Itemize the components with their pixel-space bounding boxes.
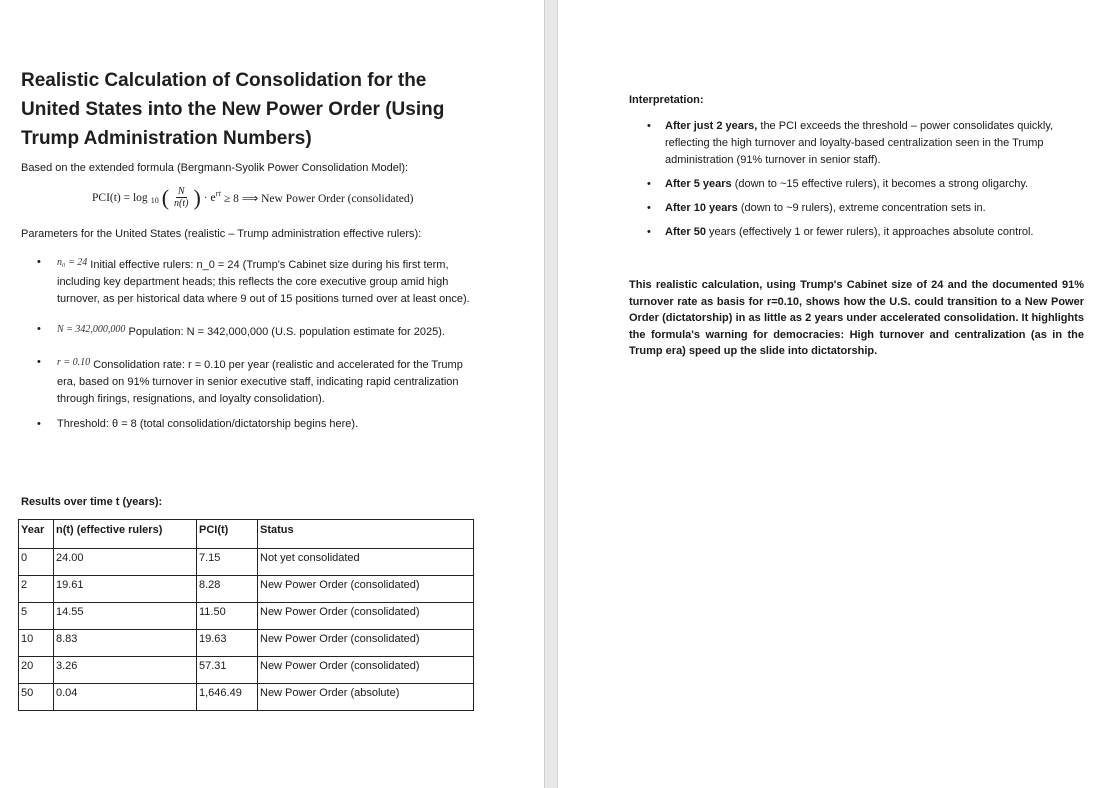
formula-rhs: ≥ 8 ⟹ New Power Order (consolidated)	[223, 192, 414, 205]
table-cell: 8.83	[54, 630, 197, 657]
param-item	[21, 321, 481, 341]
param-item	[21, 416, 481, 433]
table-cell: New Power Order (consolidated)	[258, 630, 474, 657]
table-row	[19, 630, 474, 657]
param-text: Threshold: θ = 8 (total consolidation/dictatorship begins here).	[57, 418, 359, 430]
page-gutter-scroll-area[interactable]	[544, 0, 558, 788]
table-cell: 10	[19, 630, 54, 657]
interpretation-item	[629, 118, 1079, 169]
param-item	[21, 254, 481, 308]
interpretation-lead: After 5 years	[665, 178, 732, 190]
table-cell: 19.63	[197, 630, 258, 657]
table-cell: 3.26	[54, 657, 197, 684]
table-cell: 0.04	[54, 684, 197, 711]
params-list	[21, 254, 481, 433]
table-cell: New Power Order (absolute)	[258, 684, 474, 711]
formula-denominator: n(t)	[174, 198, 189, 209]
table-cell: 1,646.49	[197, 684, 258, 711]
table-cell: 19.61	[54, 576, 197, 603]
table-cell: 0	[19, 549, 54, 576]
table-header-cell: Year	[19, 520, 54, 549]
results-table	[18, 519, 474, 711]
table-header-row	[19, 520, 474, 549]
intro-text: Based on the extended formula (Bergmann-Syolik Power Consolidation Model):	[21, 162, 409, 174]
interpretation-text: the PCI exceeds the threshold – power consolidates quickly, reflecting the high turnover and loyalty-based centralization seen in the Trump administration (91% turnover in senior staff).	[665, 120, 1054, 166]
table-cell: 8.28	[197, 576, 258, 603]
results-heading: Results over time t (years):	[21, 496, 163, 508]
table-cell: 20	[19, 657, 54, 684]
formula-paren-close: )	[193, 184, 201, 210]
table-row	[19, 576, 474, 603]
interpretation-item	[629, 224, 1079, 241]
document-page-right	[558, 0, 1106, 788]
table-row	[19, 549, 474, 576]
table-cell: 11.50	[197, 603, 258, 630]
table-cell: 7.15	[197, 549, 258, 576]
interpretation-lead: After 50	[665, 226, 706, 238]
table-row	[19, 657, 474, 684]
param-item	[21, 354, 481, 408]
formula-numerator: N	[177, 186, 185, 197]
table-cell: 5	[19, 603, 54, 630]
pci-formula	[92, 186, 413, 209]
param-math: N = 342,000,000	[57, 324, 126, 335]
document-page-left	[0, 0, 544, 788]
formula-lhs: PCI(t) = log	[92, 191, 148, 204]
param-text: Initial effective rulers: n_0 = 24 (Trump's Cabinet size during his first term, including key department heads; this reflects the core executive group amid high turnover, as per historical data where 9 out of 15 positions turned over at least once).	[57, 259, 470, 305]
table-header-cell: n(t) (effective rulers)	[54, 520, 197, 549]
table-cell: 14.55	[54, 603, 197, 630]
table-header-cell: Status	[258, 520, 474, 549]
interpretation-item	[629, 200, 1079, 217]
param-math: r = 0.10	[57, 357, 91, 368]
table-row	[19, 684, 474, 711]
table-cell: New Power Order (consolidated)	[258, 603, 474, 630]
table-header-cell: PCI(t)	[197, 520, 258, 549]
param-text: Population: N = 342,000,000 (U.S. population estimate for 2025).	[128, 326, 445, 338]
table-row	[19, 603, 474, 630]
params-heading: Parameters for the United States (realistic – Trump administration effective rulers):	[21, 228, 422, 240]
param-text: Consolidation rate: r = 0.10 per year (realistic and accelerated for the Trump era, based on 91% turnover in senior executive staff, indicating rapid centralization through firings, resignations, and loyalty consolidation).	[57, 359, 463, 405]
formula-log-base: 10	[150, 196, 159, 205]
interpretation-text: (down to ~15 effective rulers), it becomes a strong oligarchy.	[731, 178, 1029, 190]
interpretation-lead: After 10 years	[665, 202, 738, 214]
param-math: n₀ = 24	[57, 257, 88, 268]
interpretation-item	[629, 176, 1079, 193]
formula-exponent: rt	[215, 189, 221, 198]
page-title: Realistic Calculation of Consolidation for the United States into the New Power Order (Using Trump Administration Numbers)	[21, 70, 445, 149]
table-cell: 50	[19, 684, 54, 711]
table-cell: 2	[19, 576, 54, 603]
interpretation-text: years (effectively 1 or fewer rulers), it approaches absolute control.	[705, 226, 1034, 238]
interpretation-heading: Interpretation:	[629, 94, 704, 106]
table-cell: 24.00	[54, 549, 197, 576]
formula-fraction	[172, 186, 190, 209]
conclusion-paragraph: This realistic calculation, using Trump's Cabinet size of 24 and the documented 91% turnover rate as basis for r=0.10, shows how the U.S. could transition to a New Power Order (dictatorship) in as little as 2 years under accelerated consolidation. It highlights the formula's warning for democracies: High turnover and centralization (as in the Trump era) speed up the slide into dictatorship.	[629, 279, 1084, 358]
table-cell: New Power Order (consolidated)	[258, 657, 474, 684]
interpretation-text: (down to ~9 rulers), extreme concentration sets in.	[737, 202, 986, 214]
table-cell: Not yet consolidated	[258, 549, 474, 576]
table-cell: 57.31	[197, 657, 258, 684]
interpretation-list	[629, 118, 1079, 248]
formula-tail: · e	[203, 191, 216, 204]
formula-paren-open: (	[161, 184, 170, 210]
table-cell: New Power Order (consolidated)	[258, 576, 474, 603]
interpretation-lead: After just 2 years,	[665, 120, 758, 132]
